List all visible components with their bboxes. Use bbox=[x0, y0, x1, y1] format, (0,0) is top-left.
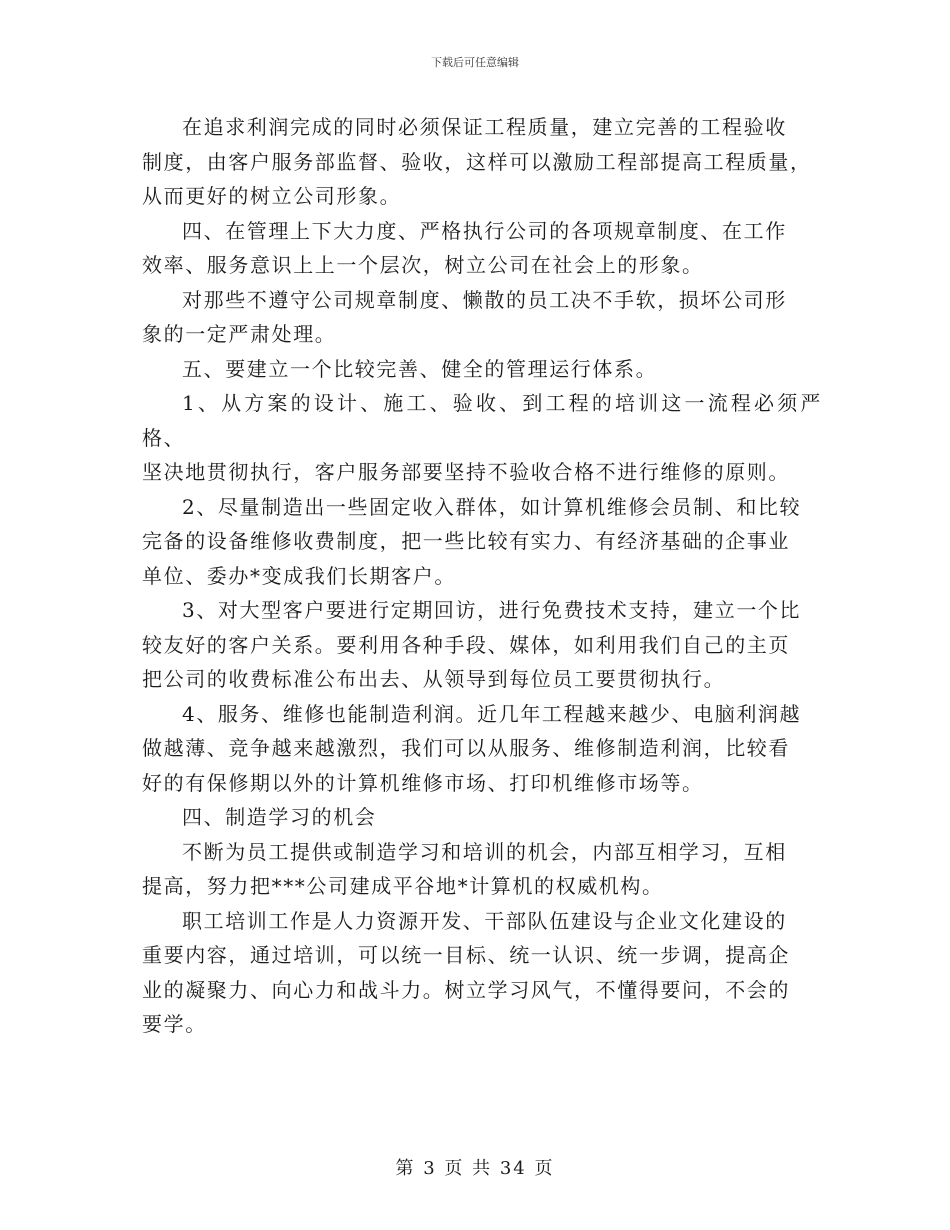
paragraph: 四、在管理上下大力度、严格执行公司的各项规章制度、在工作 效率、服务意识上上一个层次，树立公司在社会上的形象。 bbox=[142, 218, 787, 277]
page-number: 第 3 页 共 34 页 bbox=[395, 1158, 555, 1179]
paragraph: 在追求利润完成的同时必须保证工程质量，建立完善的工程验收 制度，由客户服务部监督、验收，这样可以激励工程部提高工程质量， 从而更好的树立公司形象。 bbox=[142, 115, 812, 208]
paragraph: 3、对大型客户要进行定期回访，进行免费技术支持，建立一个比 较友好的客户关系。要利用各种手段、媒体，如利用我们自己的主页 把公司的收费标准公布出去、从领导到每位员工要贯彻执行。 bbox=[142, 598, 802, 691]
paragraph: 职工培训工作是人力资源开发、干部队伍建设与企业文化建设的 重要内容，通过培训，可以统一目标、统一认识、统一步调，提高企 业的凝聚力、向心力和战斗力。树立学习风气，不懂得要问，不会的 要学。 bbox=[142, 908, 790, 1036]
paragraph: 四、制造学习的机会 bbox=[182, 805, 377, 829]
paragraph: 五、要建立一个比较完善、健全的管理运行体系。 bbox=[182, 356, 658, 381]
document-body bbox=[142, 110, 822, 1042]
paragraph: 4、服务、维修也能制造利润。近几年工程越来越少、电脑利润越 做越薄、竞争越来越激烈，我们可以从服务、维修制造利润，比较看 好的有保修期以外的计算机维修市场、打印机维修市场等。 bbox=[142, 701, 802, 795]
paragraph: 2、尽量制造出一些固定收入群体，如计算机维修会员制、和比较 完备的设备维修收费制度，把一些比较有实力、有经济基础的企事业 单位、委办*变成我们长期客户。 bbox=[142, 494, 802, 588]
paragraph: 1、从方案的设计、施工、验收、到工程的培训这一流程必须严格、 坚决地贯彻执行，客户服务部要坚持不验收合格不进行维修的原则。 bbox=[142, 391, 822, 484]
page-header-note: 下载后可任意编辑 bbox=[431, 56, 519, 69]
paragraph: 对那些不遵守公司规章制度、懒散的员工决不手软，损坏公司形 象的一定严肃处理。 bbox=[142, 287, 787, 346]
paragraph: 不断为员工提供或制造学习和培训的机会，内部互相学习，互相 提高，努力把***公司建成平谷地*计算机的权威机构。 bbox=[142, 839, 787, 898]
